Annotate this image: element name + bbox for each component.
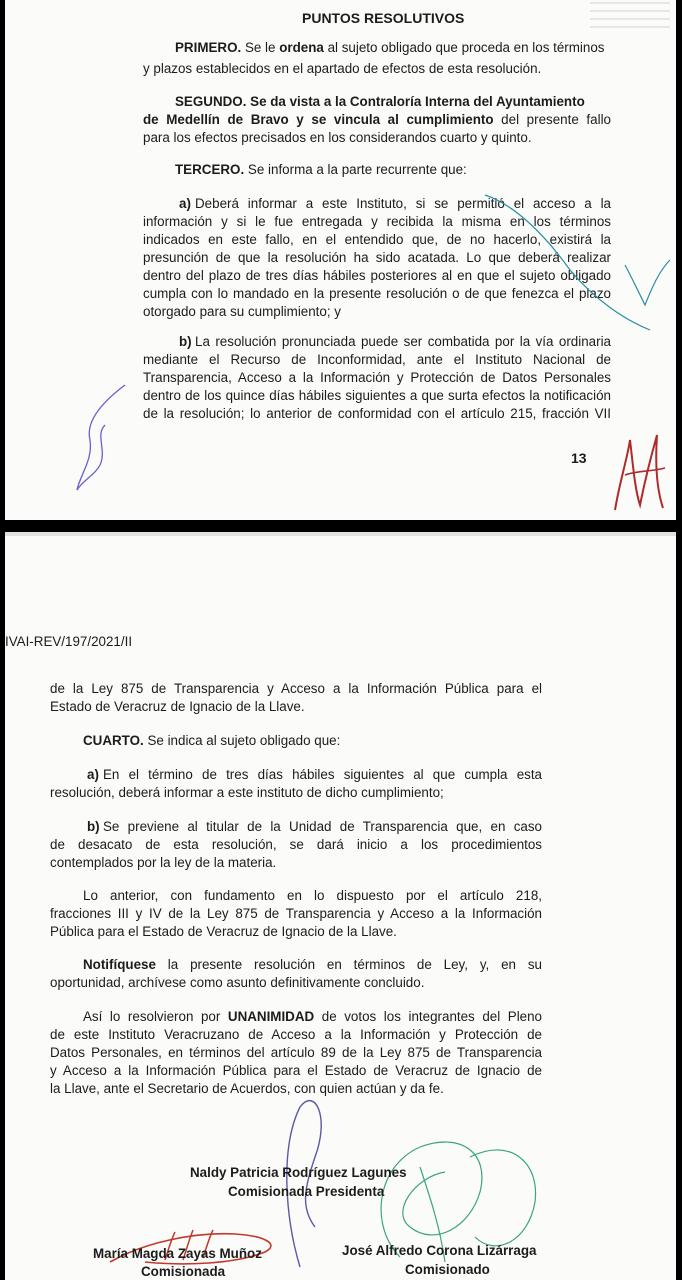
inciso-a-line-4: presunción de que la resolución ha sido acatada. Lo que deberá realizar bbox=[143, 250, 611, 265]
left-signatory-title: Comisionada bbox=[141, 1264, 226, 1279]
cuarto-b-line-3: contemplados por la ley de la materia. bbox=[50, 855, 277, 870]
inciso-a-line-7: otorgado para su cumplimiento; y bbox=[143, 304, 341, 319]
right-signatory-name: José Alfredo Corona Lizárraga bbox=[342, 1243, 537, 1258]
handwritten-mark-right bbox=[475, 185, 675, 335]
page-edge bbox=[5, 532, 676, 536]
right-signatory-title: Comisionado bbox=[405, 1262, 490, 1277]
president-name: Naldy Patricia Rodríguez Lagunes bbox=[190, 1165, 407, 1180]
fundamento-line-2: fracciones III y IV de la Ley 875 de Transparencia y Acceso a la Información bbox=[50, 906, 542, 921]
cont-line-1: de la Ley 875 de Transparencia y Acceso a la Información Pública para el bbox=[50, 681, 542, 696]
cierre-line-2: de este Instituto Veracruzano de Acceso a la Información y Protección de bbox=[50, 1027, 542, 1042]
fundamento-line-3: Pública para el Estado de Veracruz de Ignacio de la Llave. bbox=[50, 924, 397, 939]
bleed-through bbox=[590, 2, 670, 32]
cuarto-b-label: b) bbox=[87, 819, 100, 834]
cierre-line-4: y Acceso a la Información Pública para el Estado de Veracruz de Ignacio de bbox=[50, 1063, 542, 1078]
cuarto-b-line-1: Se previene al titular de la Unidad de Transparencia que, en caso bbox=[103, 819, 542, 834]
inciso-b-line-3: Transparencia, Acceso a la Información y Protección de Datos Personales bbox=[143, 370, 611, 385]
document-page-13 bbox=[5, 0, 676, 520]
fundamento-line-1: Lo anterior, con fundamento en lo dispuesto por el artículo 218, bbox=[83, 888, 542, 903]
segundo-line-1: SEGUNDO. Se da vista a la Contraloría Interna del Ayuntamiento bbox=[175, 94, 585, 109]
page-number: 13 bbox=[571, 450, 587, 466]
case-id: IVAI-REV/197/2021/II bbox=[5, 634, 133, 649]
inciso-b-label: b) bbox=[179, 334, 192, 349]
cuarto-a-line-2: resolución, deberá informar a este instituto de dicho cumplimiento; bbox=[50, 785, 444, 800]
primero-line-1: PRIMERO. Se le ordena al sujeto obligado que proceda en los términos bbox=[175, 40, 605, 55]
inciso-a-label: a) bbox=[179, 196, 191, 211]
cierre-line-3: Datos Personales, en términos del artículo 89 de la Ley 875 de Transparencia bbox=[50, 1045, 542, 1060]
cuarto-a-label: a) bbox=[87, 767, 99, 782]
inciso-a-line-3: indicados en este fallo, en el entendido que, de no hacerlo, existirá la bbox=[143, 232, 611, 247]
inciso-a-line-5: dentro del plazo de tres días hábiles posteriores al en que el sujeto obligado bbox=[143, 268, 611, 283]
section-heading: PUNTOS RESOLUTIVOS bbox=[302, 10, 465, 26]
handwritten-initials bbox=[605, 420, 675, 520]
notifiquese-line-2: oportunidad, archívese como asunto definitivamente concluido. bbox=[50, 975, 425, 990]
cierre-line-1: Así lo resolvieron por UNANIMIDAD de votos los integrantes del Pleno bbox=[83, 1009, 543, 1024]
inciso-b-line-2: mediante el Recurso de Inconformidad, ante el Instituto Nacional de bbox=[143, 352, 611, 367]
cuarto-b-line-2: de desacato de esta resolución, se dará inicio a los procedimientos bbox=[50, 837, 542, 852]
primero-line-2: y plazos establecidos en el apartado de efectos de esta resolución. bbox=[143, 61, 542, 76]
segundo-line-3: para los efectos precisados en los considerandos cuarto y quinto. bbox=[143, 130, 532, 145]
document-page-14 bbox=[5, 532, 676, 1280]
tercero-line: TERCERO. Se informa a la parte recurrente que: bbox=[175, 162, 467, 177]
inciso-b-line-5: de la resolución; lo anterior de conformidad con el artículo 215, fracción VII bbox=[143, 406, 611, 421]
inciso-b-line-1: La resolución pronunciada puede ser combatida por la vía ordinaria bbox=[195, 334, 611, 349]
cont-line-2: Estado de Veracruz de Ignacio de la Llave. bbox=[50, 699, 305, 714]
president-title: Comisionada Presidenta bbox=[228, 1184, 385, 1199]
cuarto-a-line-1: En el término de tres días hábiles siguientes al que cumpla esta bbox=[103, 767, 542, 782]
inciso-a-line-1: Deberá informar a este Instituto, si se permitió el acceso a la bbox=[195, 196, 611, 211]
left-signatory-name: María Magda Zayas Muñoz bbox=[93, 1246, 262, 1261]
inciso-a-line-2: información y si le fue entregada y recibida la misma en los términos bbox=[143, 214, 611, 229]
inciso-b-line-4: dentro de los quince días hábiles siguientes a que surta efectos la notificación bbox=[143, 388, 611, 403]
notifiquese-line-1: Notifíquese la presente resolución en términos de Ley, y, en su bbox=[83, 957, 542, 972]
inciso-a-line-6: cumpla con lo mandado en la presente resolución o de que fenezca el plazo bbox=[143, 286, 611, 301]
cierre-line-5: la Llave, ante el Secretario de Acuerdos, con quien actúan y da fe. bbox=[50, 1081, 444, 1096]
segundo-line-2: de Medellín de Bravo y se vincula al cumplimiento del presente fallo bbox=[143, 112, 611, 127]
handwritten-mark-left bbox=[65, 380, 145, 500]
cuarto-line: CUARTO. Se indica al sujeto obligado que: bbox=[83, 733, 341, 748]
